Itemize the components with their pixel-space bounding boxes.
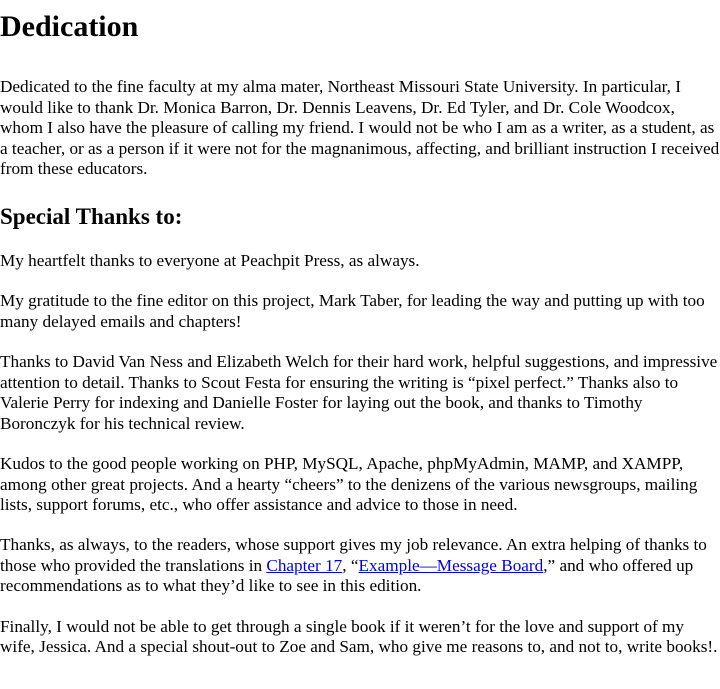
readers-text-after: ,” and who offered up recommendations as to what they’d like to see in this edition.	[0, 555, 694, 596]
page	[0, 8, 720, 658]
thanks-paragraph-peachpit: My heartfelt thanks to everyone at Peachpit Press, as always.	[0, 250, 420, 270]
readers-text-before: Thanks, as always, to the readers, whose support gives my job relevance. An extra helping of thanks to those who provided the translations in	[0, 535, 707, 575]
readers-text-middle: , “	[342, 555, 359, 575]
thanks-paragraph-readers	[0, 535, 720, 597]
chapter-17-link[interactable]: Chapter 17	[266, 555, 343, 575]
dedication-heading: Dedication	[0, 10, 139, 43]
thanks-paragraph-kudos: Kudos to the good people working on PHP, MySQL, Apache, phpMyAdmin, MAMP, and XAMPP, among other great projects. And a hearty “cheers” to the denizens of the various newsgroups, mailing lists, support forums, etc., who offer assistance and advice to those in need.	[0, 453, 698, 515]
dedication-paragraph: Dedicated to the fine faculty at my alma mater, Northeast Missouri State University. In particular, I would like to thank Dr. Monica Barron, Dr. Dennis Leavens, Dr. Ed Tyler, and Dr. Cole Woodcox, whom I also have the pleasure of calling my friend. I would not be who I am as a writer, as a student, as a teacher, or as a person if it were not for the magnanimous, affecting, and brilliant instruction I received from these educators.	[0, 77, 720, 179]
thanks-paragraph-family: Finally, I would not be able to get through a single book if it weren’t for the love and support of my wife, Jessica. And a special shout-out to Zoe and Sam, who give me reasons to, and not to, write books!.	[0, 616, 718, 657]
special-thanks-heading: Special Thanks to:	[0, 203, 183, 229]
thanks-paragraph-team: Thanks to David Van Ness and Elizabeth Welch for their hard work, helpful suggestions, and impressive attention to detail. Thanks to Scout Festa for ensuring the writing is “pixel perfect.” Thanks also to Valerie Perry for indexing and Danielle Foster for laying out the book, and thanks to Timothy Boronczyk for his technical review.	[0, 351, 718, 433]
thanks-paragraph-editor: My gratitude to the fine editor on this project, Mark Taber, for leading the way and putting up with too many delayed emails and chapters!	[0, 291, 705, 331]
message-board-link[interactable]: Example—Message Board	[358, 555, 544, 575]
